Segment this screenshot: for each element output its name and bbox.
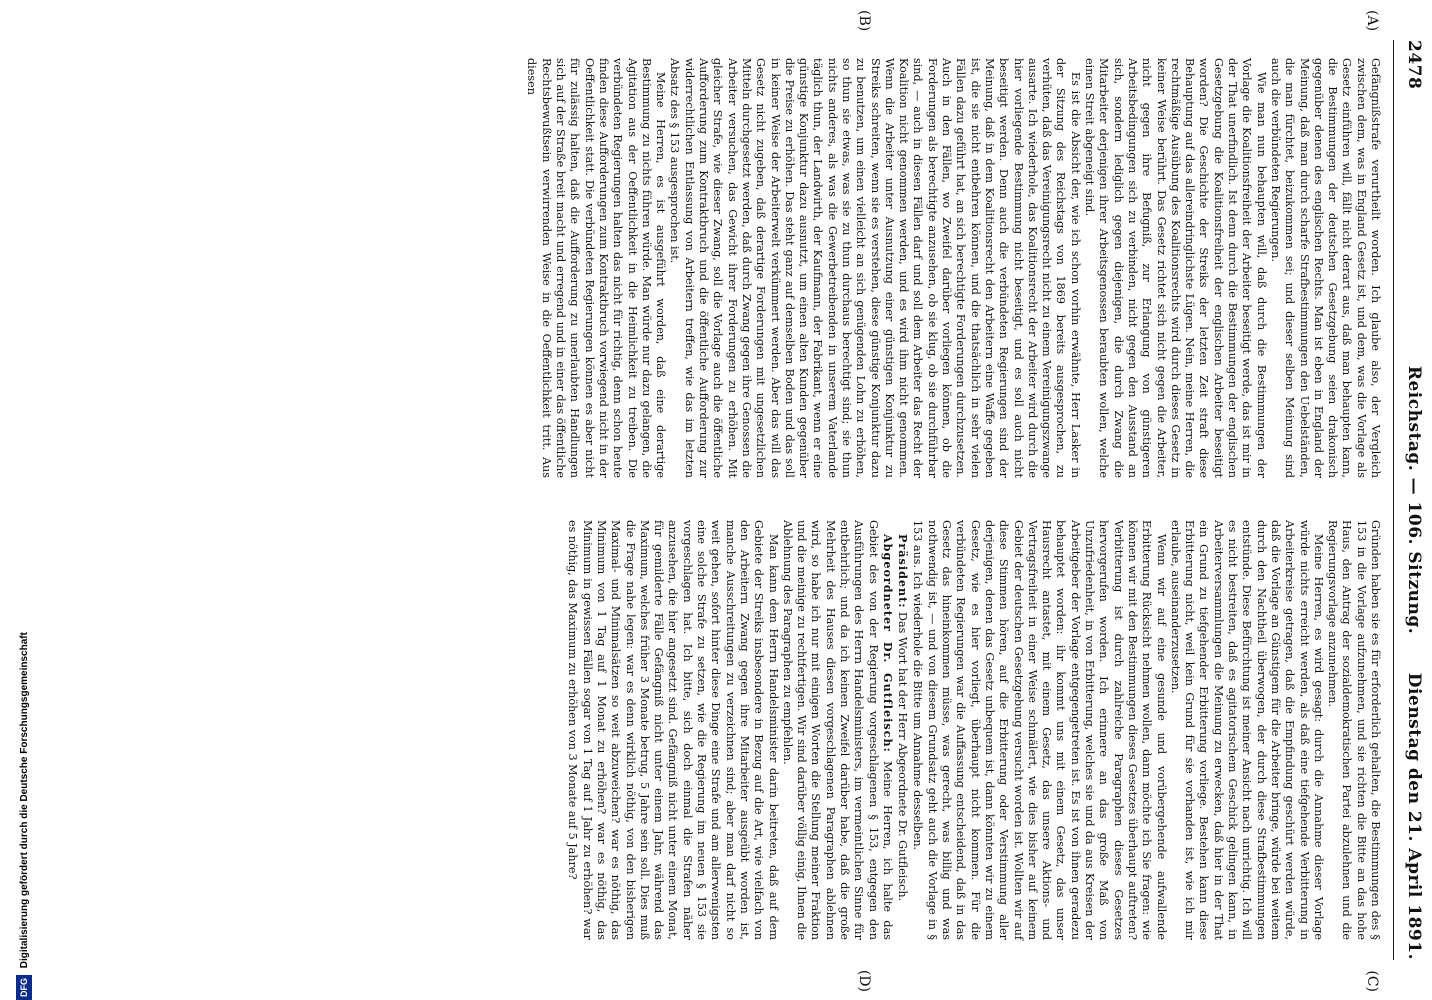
paragraph: Gründen haben sie es für erforderlich gehalten, die Bestimmungen des § 153 in die Vorlage aufzunehmen, und sie richten die Bitte an das hohe Haus, den Antrag der sozialdemokratischen Partei abzulehnen und die Regierungsvorlage anzunehmen. <box>1326 520 1382 940</box>
speaker-text: Meine Herren, ich halte das Gebiet des von der Regierung vorgeschlagenen § 153, entgegen den Ausführungen des Herrn Handelsministers, im vermeintlichen Sinne für entbehrlich; und da ich keinen Zweifel darüber habe, daß die große Mehrheit des Hauses diesen vorgeschlagenen Paragraphen ablehnen wird, so habe ich nur mit einigen Worten die Stellung meiner Fraktion und die meinige zu rechtfertigen. Wir sind darüber völlig einig, Ihnen die Ablehnung des Paragraphen zu empfehlen. <box>780 520 894 940</box>
president-label: Präsident: <box>896 534 911 609</box>
speaker-paragraph <box>780 520 895 940</box>
paragraph: Gefängnißstrafe verurtheilt worden. Ich glaube also, der Vergleich zwischen dem, was in England Gesetz ist, und dem, was die Vorlage als Gesetz einführen will, fällt nicht derart aus, daß man behaupten kann, die Bestimmungen der deutschen Gesetzgebung seien drakonisch gegenüber denen des englischen Rechts. Man ist eben in England der Meinung, daß man durch scharfe Strafbestimmungen den Uebelständen, die man fürchtet, beizukommen sei; und dieser selben Meinung sind auch die verbündeten Regierungen. <box>1268 58 1382 478</box>
margin-mark-a: (A) <box>1364 10 1380 32</box>
paragraph: Wenn wir auf eine gesunde und vorübergehende aufwallende Erbitterung Rücksicht nehmen wollen, dann möchte ich Sie fragen: wie können wir mit den Bestimmungen dieses Gesetzes überhaupt auftreten? Verbitterung ist durch zahlreiche Paragraphen dieses Gesetzes hervorgerufen worden. Ich erinnere an das große Maß von Unzufriedenheit, in von Erbitterung, welches sie und da aus Kreisen der Arbeitgeber der Vorlage entgegengetreten ist. Es ist von ihnen geradezu behauptet worden: ihr kommt uns mit einem Gesetz, das unser Hausrecht antastet, mit einem Gesetz, das unsere Aktions- und Vertragsfreiheit in einer Weise schmälert, wie dies bisher auf keinem Gebiet der deutschen Gesetzgebung versucht worden ist. Wollten wir auf diese Stimmen hören, auf die Erbitterung oder Verstimmung aller derjenigen, denen das Gesetz unbequem ist, dann könnten wir zu einem Gesetz, wie es hier vorliegt, überhaupt nicht kommen. Für die verbündeten Regierungen war die Auffassung entscheidend, daß in das Gesetz das hineinkommen müsse, was gerecht, was billig und was nothwendig ist, — und von diesem Grundsatz geht auch die Vorlage in § 153 aus. Ich wiederhole die Bitte um Annahme desselben. <box>911 520 1168 940</box>
session-date: Dienstag den 21. April 1891. <box>1404 672 1424 960</box>
speaker-label: Abgeordneter Dr. Gutfleisch: <box>880 534 895 753</box>
footer <box>16 0 32 1000</box>
margin-mark-d: (D) <box>856 969 872 992</box>
session-title: Reichstag. — 106. Sitzung. <box>1404 365 1424 635</box>
footer-strip <box>0 0 30 1000</box>
document-page <box>12 0 1432 1000</box>
president-text: Das Wort hat der Herr Abgeordnete Dr. Gutfleisch. <box>896 612 910 902</box>
paragraph: Meine Herren, es wird gesagt: durch die Annahme dieser Vorlage würde nichts erreicht werden, als daß eine tiefgehende Verbitterung in Arbeiterkreise getragen, daß die Empfindung geschürt werden würde, daß die Vorlage an Günstigem für die Arbeiter bringe, würde bei weitem durch den Nachtheil überwogen, der durch diese Strafbestimmungen entstünde. Diese Befürchtung ist meiner Ansicht nach unrichtig. Ich will es nicht bestreiten, daß es agitatorischem Geschick gelingen kann, in Arbeiterversammlungen die Meinung zu erwecken, daß hier in der That ein Grund zu tiefgehender Erbitterung vorliege. Bestehen kann diese Erbitterung nicht, weil kein Grund für sie vorhanden ist, wie ich mir erlaube, auseinanderzusetzen. <box>1168 520 1325 940</box>
paragraph: Man kann dem Herrn Handelsminister darin beitreten, daß auf dem Gebiete der Streiks insbesondere in Bezug auf die Art, wie vielfach von den Arbeitern Zwang gegen ihre Mitarbeiter ausgeübt worden ist, manche Ausschreitungen zu verzeichnen sind; aber man darf nicht so weit gehen, sofort hinter diese Dinge eine Strafe und am allerwenigsten eine solche Strafe zu setzen, wie die Regierung im neuen § 153 sie vorgeschlagen hat. Ich bitte, sich doch einmal die Strafen näher anzusehen, die hier angesetzt sind. Gefängniß nicht unter einem Monat, für gemilderte Fälle Gefängniß nicht unter einem Jahr, während das Maximum, welches früher 3 Monate betrug, 5 Jahre sein soll. Dies muß die Frage nahe legen: war es denn wirklich nöthig, von den bisherigen Maximal- und Minimalsätzen so weit abzuweichen? war es nöthig, das Minimum von 1 Tag auf 1 Monat zu erhöhen? war es nöthig, das Minimum in gewissen Fällen sogar von 1 Tag auf 1 Jahr zu erhöhen? war es nöthig, das Maximum zu erhöhen von 3 Monate auf 5 Jahre? <box>566 520 780 940</box>
page-header <box>1396 40 1424 960</box>
footer-text: Digitalisierung gefördert durch die Deutsche Forschungsgemeinschaft <box>19 632 30 969</box>
dfg-logo: DFG <box>16 975 32 1000</box>
margin-mark-c: (C) <box>1364 970 1380 992</box>
paragraph: Wie man nun behaupten will, daß durch die Bestimmungen der Vorlage die Koalitionsfreiheit der Arbeiter beseitigt werde, das ist mir in der That unerfindlich. Ist denn durch die Bestimmungen der englischen Gesetzgebung die Koalitionsfreiheit der englischen Arbeiter beseitigt worden? Die Geschichte der Streiks der letzten Zeit straft diese Behauptung auf das allereindringlichste Lügen. Nein, meine Herren, die rechtmäßige Ausübung des Koalitionsrechts wird durch dieses Gesetz in keiner Weise berührt. Das Gesetz richtet sich nicht gegen die Arbeiter, nicht gegen ihre Befugniß, zur Erlangung von günstigeren Arbeitsbedingungen sich zu verbinden, nicht gegen den Ausstand an sich, sondern lediglich gegen diejenigen, die durch Zwang die Mitarbeiter derjenigen ihrer Arbeitsgenossen beraubten wollen, welche einen Streit abgeneigt sind. <box>1083 58 1268 478</box>
left-column <box>524 58 1382 478</box>
right-column <box>565 520 1382 940</box>
paragraph: Es ist die Absicht der, wie ich schon vorhin erwähnte, Herr Lasker in der Sitzung des Reichstags von 1869 bereits ausgesprochen, zu verhüten, daß das Vereinigungsrecht nicht zu einem Vereinigungszwange ausarte. Ich wiederhole, das Koalitionsrecht der Arbeiter wird durch die hier vorliegende Bestimmung nicht beseitigt, und es soll auch nicht beseitigt werden. Denn auch die verbündeten Regierungen sind der Meinung, daß in dem Koalitionsrecht den Arbeitern eine Waffe gegeben ist, die sie nicht entbehren können, und die thatsächlich in sehr vielen Fällen dazu geführt hat, an sich berechtigte Forderungen durchzusetzen. Auch in den Fällen, wo Zweifel darüber vorliegen können, ob die Forderungen als berechtigte anzusehen, ob sie klug, ob sie durchführbar sind, — auch in diesen Fällen darf und soll dem Arbeiter das Recht der Koalition nicht genommen werden, und es wird ihm nicht genommen. Wenn die Arbeiter unter Ausnutzung einer günstigen Konjunktur zu Streiks schreiten, wenn sie es verstehen, diese günstige Konjunktur dazu zu benutzen, um einen vielleicht an sich genügenden Lohn zu erhöhen, so thun sie etwas, was sie zu thun durchaus berechtigt sind; sie thun nichts anderes, als was die Gewerbetreibenden in unserem Vaterlande täglich thun, der Landwirth, der Kaufmann, der Fabrikant, wenn er eine günstige Konjunktur dazu ausnutzt, um einen alten Kunden gegenüber die Preise zu erhöhen. Das steht ganz auf demselben Boden und das soll in keiner Weise der Arbeiterwelt verkümmert werden. Aber das will das Gesetz nicht zugeben, daß derartige Forderungen mit ungesetzlichen Mitteln durchgesetzt werden, daß durch Zwang gegen ihre Genossen die Arbeiter versuchen, das Gewicht ihrer Forderungen zu erhöhen. Mit gleicher Strafe, wie dieser Zwang, soll die Vorlage auch die öffentliche Aufforderung zum Kontraktbruch und die öffentliche Aufforderung zur widerrechtlichen Entlassung von Arbeitern treffen, wie das im letzten Absatz des § 153 ausgesprochen ist. <box>668 58 1082 478</box>
president-paragraph <box>895 520 910 940</box>
paragraph: Meine Herren, es ist ausgeführt worden, daß eine derartige Bestimmung zu nichts führen würde. Man würde nur dazu gelangen, die Agitation aus der Oeffentlichkeit in die Heimlichkeit zu treiben. Die verbündeten Regierungen halten das nicht für richtig, denn schon heute finden diese Aufforderungen zum Kontraktbruch vorwiegend nicht in der Oeffentlichkeit statt. Die verbündeten Regierungen können es aber nicht für zulässig halten, daß die Aufforderung zu unerlaubten Handlungen sich auf der Straße breit macht und erregend und in einer das öffentliche Rechtsbewußtsein verwirrenden Weise in die Oeffentlichkeit tritt. Aus diesen <box>525 58 668 478</box>
page-number: 2478 <box>1404 40 1424 90</box>
margin-mark-b: (B) <box>856 10 872 32</box>
header-rule <box>1393 40 1394 960</box>
